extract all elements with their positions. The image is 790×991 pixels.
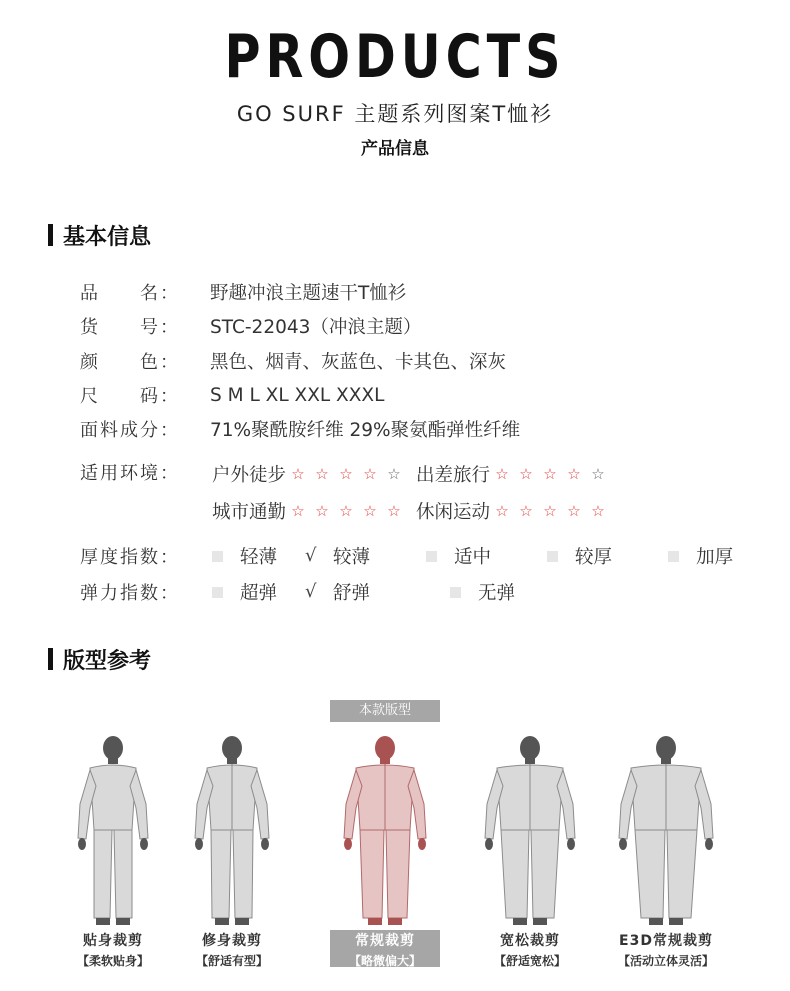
elasticity-options	[212, 579, 515, 605]
info-value: 野趣冲浪主题速干T恤衫	[210, 283, 407, 304]
scale-option	[305, 543, 370, 569]
info-key-part: 码：	[140, 386, 180, 407]
fit-caption	[611, 930, 721, 969]
star-icon: ☆	[291, 501, 305, 520]
info-value: 黑色、烟青、灰蓝色、卡其色、深灰	[210, 352, 507, 373]
info-value: 71%聚酰胺纤维 29%聚氨酯弹性纤维	[210, 420, 521, 441]
fit-caption	[58, 930, 168, 969]
checkbox-icon	[547, 551, 575, 562]
star-icon: ☆	[291, 464, 305, 483]
rating-stars	[490, 464, 610, 483]
check-mark-icon: √	[305, 581, 317, 602]
rating-stars	[490, 501, 610, 520]
body-silhouette-icon	[475, 734, 585, 930]
products-title: PRODUCTS	[224, 22, 566, 92]
check-mark-icon: √	[305, 545, 317, 566]
environment-name: 休闲运动	[416, 502, 491, 523]
star-icon: ☆	[315, 464, 329, 483]
fit-figure	[330, 734, 440, 930]
scale-option	[212, 543, 277, 569]
fit-name: 宽松裁剪	[500, 933, 560, 949]
info-key	[80, 313, 180, 339]
info-row	[80, 382, 384, 408]
checkbox-icon	[668, 551, 696, 562]
check-icon	[305, 547, 333, 565]
fit-caption	[330, 930, 440, 967]
body-silhouette-icon	[611, 734, 721, 930]
check-icon	[305, 583, 333, 601]
fit-name: E3D常规裁剪	[619, 933, 713, 949]
scale-option	[450, 579, 515, 605]
star-icon: ☆	[387, 501, 401, 520]
environment-name: 城市通勤	[212, 502, 287, 523]
environment-row	[80, 459, 180, 485]
fit-description: 【略微偏大】	[348, 954, 421, 968]
product-info-caption: 产品信息	[361, 139, 429, 159]
scale-option	[426, 543, 491, 569]
info-row	[80, 416, 520, 442]
thickness-key: 厚度指数：	[80, 547, 180, 568]
environment-item	[416, 461, 620, 487]
info-key-part: 品	[80, 283, 100, 304]
environment-item	[212, 461, 416, 487]
info-key	[80, 348, 180, 374]
info-key	[80, 382, 180, 408]
scale-option-label: 适中	[454, 547, 492, 568]
scale-option-label: 较厚	[575, 547, 613, 568]
info-key-part: 尺	[80, 386, 100, 407]
star-icon: ☆	[339, 501, 353, 520]
info-key-part: 号：	[140, 317, 180, 338]
rating-stars	[286, 501, 406, 520]
fit-description: 【活动立体灵活】	[617, 954, 714, 968]
scale-option	[212, 579, 277, 605]
environment-name: 户外徒步	[212, 465, 287, 486]
fit-heading	[48, 645, 151, 673]
basic-info-heading-label: 基本信息	[63, 224, 152, 250]
body-silhouette-icon	[177, 734, 287, 930]
fit-name: 贴身裁剪	[83, 933, 143, 949]
elasticity-key: 弹力指数：	[80, 583, 180, 604]
info-value: STC-22043（冲浪主题）	[210, 317, 422, 338]
scale-option	[668, 543, 733, 569]
fit-caption	[475, 930, 585, 969]
fit-name: 修身裁剪	[202, 933, 262, 949]
scale-option-label: 舒弹	[333, 583, 371, 604]
info-key-part: 颜	[80, 352, 100, 373]
basic-info-heading	[48, 221, 151, 249]
fit-heading-label: 版型参考	[63, 648, 152, 674]
fit-name: 常规裁剪	[355, 933, 415, 949]
environment-name: 出差旅行	[416, 465, 491, 486]
fit-caption	[177, 930, 287, 969]
section-bar-icon	[48, 648, 53, 670]
info-row	[80, 348, 506, 374]
star-icon: ☆	[567, 501, 581, 520]
scale-option-label: 较薄	[333, 547, 371, 568]
current-fit-badge: 本款版型	[330, 700, 440, 722]
info-key-part: 色：	[140, 352, 180, 373]
environment-item	[416, 498, 620, 524]
star-icon: ☆	[495, 501, 509, 520]
empty-box-icon	[450, 587, 461, 598]
thickness-row	[80, 543, 180, 569]
fit-description: 【舒适宽松】	[493, 954, 566, 968]
star-icon: ☆	[567, 464, 581, 483]
environment-line-2	[212, 498, 620, 524]
fit-description: 【舒适有型】	[195, 954, 268, 968]
star-icon: ☆	[387, 464, 401, 483]
star-icon: ☆	[519, 501, 533, 520]
rating-stars	[286, 464, 406, 483]
fit-figures	[0, 700, 790, 991]
star-icon: ☆	[339, 464, 353, 483]
section-bar-icon	[48, 224, 53, 246]
fit-figure	[475, 734, 585, 930]
scale-option	[547, 543, 612, 569]
scale-option	[305, 579, 370, 605]
environment-item	[212, 498, 416, 524]
star-icon: ☆	[315, 501, 329, 520]
fit-description: 【柔软贴身】	[76, 954, 149, 968]
fit-figure	[58, 734, 168, 930]
empty-box-icon	[668, 551, 679, 562]
body-silhouette-icon	[58, 734, 168, 930]
product-series-subtitle: GO SURF 主题系列图案T恤衫	[236, 102, 554, 126]
scale-option-label: 加厚	[696, 547, 734, 568]
info-key-part: 面料成分：	[80, 420, 180, 441]
scale-option-label: 超弹	[240, 583, 278, 604]
environment-line-1	[212, 461, 620, 487]
star-icon: ☆	[363, 464, 377, 483]
thickness-options	[212, 543, 733, 569]
info-key	[80, 279, 180, 305]
elasticity-row	[80, 579, 180, 605]
star-icon: ☆	[591, 464, 605, 483]
empty-box-icon	[212, 587, 223, 598]
star-icon: ☆	[543, 501, 557, 520]
checkbox-icon	[212, 587, 240, 598]
checkbox-icon	[450, 587, 478, 598]
star-icon: ☆	[519, 464, 533, 483]
scale-option-label: 无弹	[478, 583, 516, 604]
star-icon: ☆	[591, 501, 605, 520]
info-key-part: 名：	[140, 283, 180, 304]
empty-box-icon	[426, 551, 437, 562]
info-value: S M L XL XXL XXXL	[210, 384, 385, 406]
info-key-part: 货	[80, 317, 100, 338]
star-icon: ☆	[543, 464, 557, 483]
empty-box-icon	[547, 551, 558, 562]
checkbox-icon	[426, 551, 454, 562]
scale-option-label: 轻薄	[240, 547, 278, 568]
info-key	[80, 416, 180, 442]
info-row	[80, 279, 406, 305]
star-icon: ☆	[495, 464, 509, 483]
fit-figure	[177, 734, 287, 930]
environment-key: 适用环境：	[80, 463, 180, 484]
body-silhouette-icon	[330, 734, 440, 930]
empty-box-icon	[212, 551, 223, 562]
star-icon: ☆	[363, 501, 377, 520]
checkbox-icon	[212, 551, 240, 562]
info-row	[80, 313, 421, 339]
fit-figure	[611, 734, 721, 930]
